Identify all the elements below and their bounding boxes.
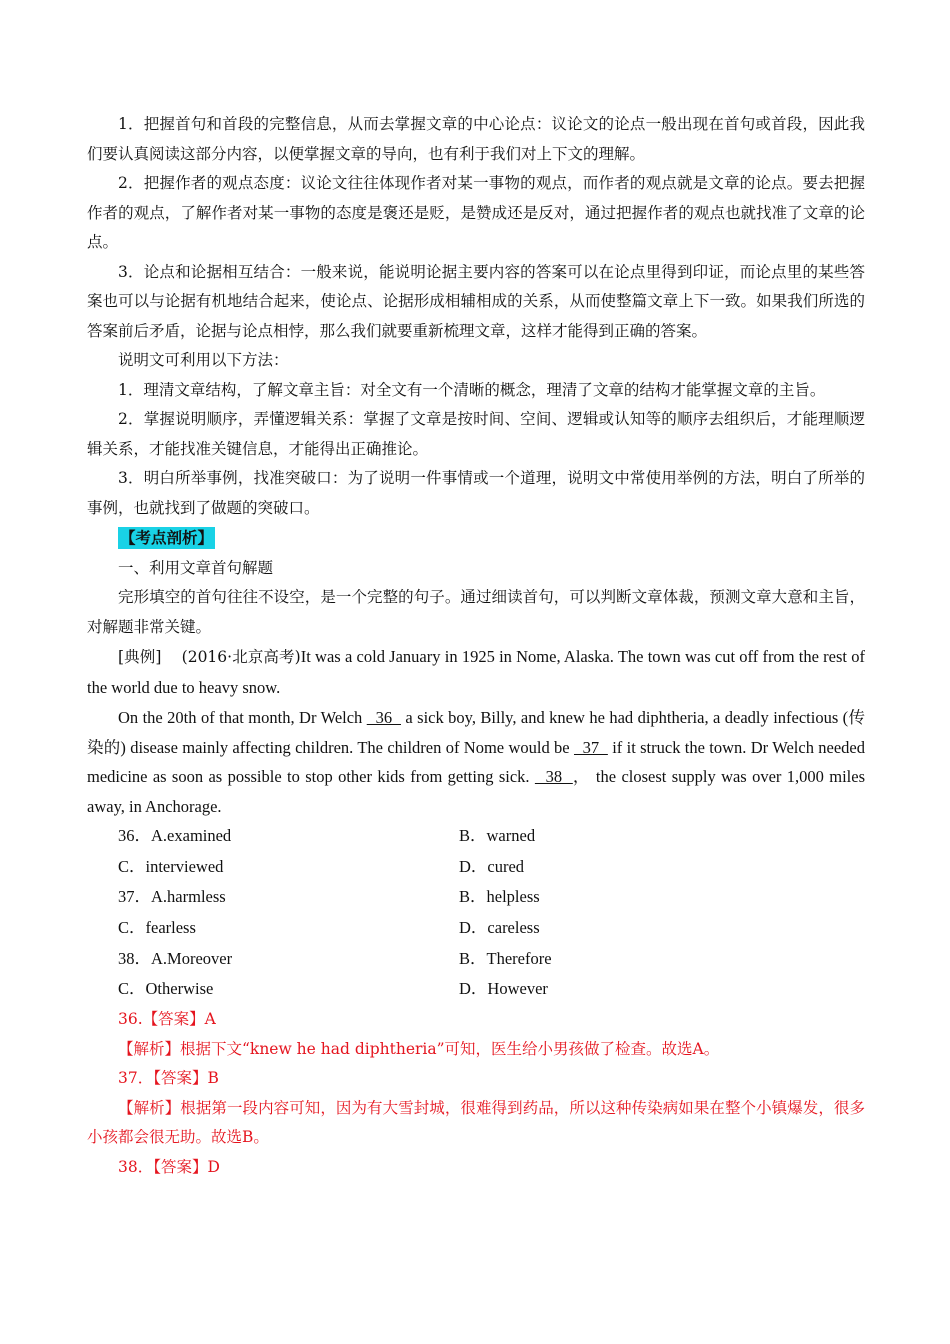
method-paragraph-1: 1．把握首句和首段的完整信息，从而去掌握文章的中心论点：议论文的论点一般出现在首句或首段，因此我们要认真阅读这部分内容，以便掌握文章的导向，也有利于我们对上下文的理解。 <box>87 115 865 163</box>
option-right: D．However <box>459 979 548 999</box>
option-left: C．interviewed <box>118 856 224 876</box>
answer-37: 37．【答案】B <box>118 1069 219 1088</box>
option-right: D．careless <box>459 918 540 938</box>
example-source: (2016·北京高考) <box>181 648 301 666</box>
section-tag: 【考点剖析】 <box>120 528 214 547</box>
blank-36: 36 <box>366 708 401 727</box>
explanation-36: 【解析】根据下文“knew he had diphtheria”可知，医生给小男孩做了检查。故选A。 <box>118 1039 720 1058</box>
method-paragraph-2: 2．把握作者的观点态度：议论文往往体现作者对某一事物的观点，而作者的观点就是文章的论点。要去把握作者的观点，了解作者对某一事物的态度是褒还是贬，是赞成还是反对，通过把握作者的观点也就找准了文章的论点。 <box>87 174 865 251</box>
option-row <box>118 944 865 975</box>
option-row <box>118 974 865 1005</box>
section-intro: 完形填空的首句往往不设空，是一个完整的句子。通过细读首句，可以判断文章体裁，预测文章大意和主旨，对解题非常关键。 <box>87 588 865 636</box>
option-left: 36．A.examined <box>118 826 232 845</box>
expository-intro: 说明文可利用以下方法： <box>118 351 289 369</box>
example-paragraph-1 <box>87 642 865 703</box>
option-left: 38．A.Moreover <box>118 948 233 968</box>
option-right: B．warned <box>459 826 536 845</box>
option-row <box>118 913 865 944</box>
option-right: B．Therefore <box>459 948 552 968</box>
expository-method-2: 2．掌握说明顺序，弄懂逻辑关系：掌握了文章是按时间、空间、逻辑或认知等的顺序去组织后，才能理顺逻辑关系，才能找准关键信息，才能得出正确推论。 <box>87 410 865 458</box>
explanation-37: 【解析】根据第一段内容可知，因为有大雪封城，很难得到药品，所以这种传染病如果在整个小镇爆发，很多小孩都会很无助。故选B。 <box>87 1098 865 1147</box>
blank-37: 37 <box>573 737 608 757</box>
option-row <box>118 852 865 883</box>
answer-36: 36.【答案】A <box>118 1010 216 1029</box>
option-left: 37．A.harmless <box>118 887 226 907</box>
example-first-sentence: It was a cold January in 1925 in Nome, Alaska. The town was cut off from the rest of the world due to heavy snow. <box>87 647 865 697</box>
option-left: C．Otherwise <box>118 979 214 999</box>
option-left: C．fearless <box>118 918 196 938</box>
option-row <box>118 882 865 913</box>
example-paragraph-2 <box>87 703 865 821</box>
answer-38: 38．【答案】D <box>118 1157 220 1176</box>
method-paragraph-3: 3．论点和论据相互结合：一般来说，能说明论据主要内容的答案可以在论点里得到印证，而论点里的某些答案也可以与论据有机地结合起来，使论点、论据形成相辅相成的关系，从而使整篇文章上下一致。如果我们所选的答案前后矛盾，论据与论点相悖，那么我们就要重新梳理文章，这样才能得到正确的答案。 <box>87 262 865 340</box>
example-label: [典例] <box>118 648 162 666</box>
option-right: B．helpless <box>459 887 540 907</box>
answer-options <box>118 821 865 1005</box>
expository-method-3: 3．明白所举事例，找准突破口：为了说明一件事情或一个道理，说明文中常使用举例的方法，明白了所举的事例，也就找到了做题的突破口。 <box>87 469 865 517</box>
passage-part-a: On the 20th of that month, Dr Welch <box>118 708 367 727</box>
passage-part-c: if it struck the town. Dr Welch needed medicine as soon as possible to stop other kids from getting sick. <box>87 737 866 786</box>
expository-method-1: 1．理清文章结构，了解文章主旨：对全文有一个清晰的概念，理清了文章的结构才能掌握文章的主旨。 <box>118 380 826 399</box>
section-heading: 一、利用文章首句解题 <box>118 558 274 577</box>
option-row <box>118 821 865 852</box>
passage-part-d: ， the closest supply was over 1,000 miles away, in Anchorage. <box>87 767 865 816</box>
blank-38: 38 <box>534 767 573 786</box>
option-right: D．cured <box>459 856 525 876</box>
passage-part-b: a sick boy, Billy, and knew he had diphtheria, a deadly infectious (传染的) disease mainly affecting children. The children of Nome would be <box>87 708 865 757</box>
section-tag-row <box>87 523 865 554</box>
page-content <box>87 110 865 1182</box>
